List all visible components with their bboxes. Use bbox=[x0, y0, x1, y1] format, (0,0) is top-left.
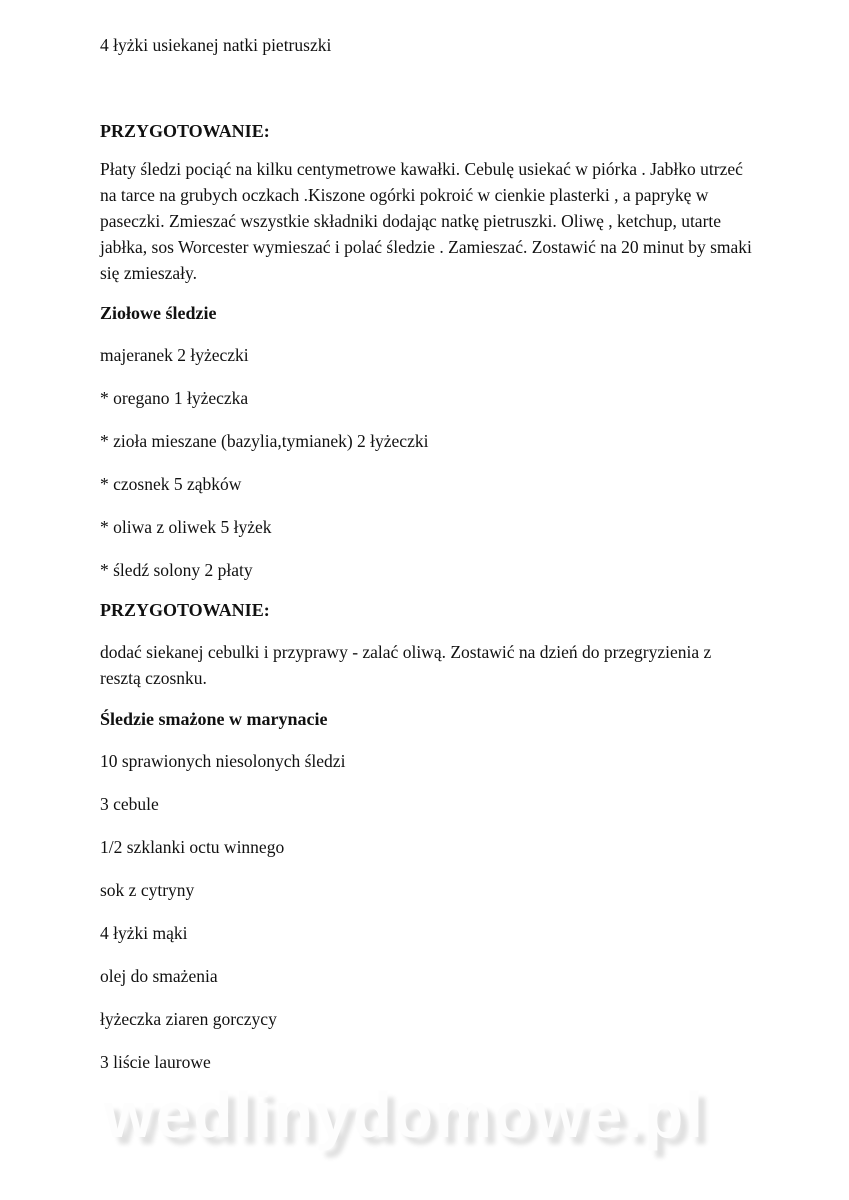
ingredient-line: 4 łyżki mąki bbox=[100, 923, 188, 943]
preparation-text-1: Płaty śledzi pociąć na kilku centymetrowe kawałki. Cebulę usiekać w piórka . Jabłko utrzeć na tarce na grubych oczkach .Kiszone ogórki pokroić w cienkie plasterki , a paprykę w paseczki. Zmieszać wszystkie składniki dodając natkę pietruszki. Oliwę , ketchup, utarte jabłka, sos Worcester wymieszać i polać śledzie . Zamieszać. Zostawić na 20 minut by smaki się zmieszały. bbox=[100, 159, 752, 283]
recipe-title-sledzie-smazone: Śledzie smażone w marynacie bbox=[100, 709, 328, 729]
ingredient-line: łyżeczka ziaren gorczycy bbox=[100, 1009, 277, 1029]
preparation-heading-2: PRZYGOTOWANIE: bbox=[100, 600, 270, 620]
ingredient-line: 10 sprawionych niesolonych śledzi bbox=[100, 751, 346, 771]
ingredient-line: * oregano 1 łyżeczka bbox=[100, 388, 249, 408]
ingredient-line: * czosnek 5 ząbków bbox=[100, 474, 242, 494]
ingredient-line: * oliwa z oliwek 5 łyżek bbox=[100, 517, 272, 537]
ingredient-line: 1/2 szklanki octu winnego bbox=[100, 837, 285, 857]
ingredient-line: majeranek 2 łyżeczki bbox=[100, 345, 249, 365]
ingredient-line: olej do smażenia bbox=[100, 966, 218, 986]
ingredient-line-parsley: 4 łyżki usiekanej natki pietruszki bbox=[100, 35, 332, 55]
ingredient-line: sok z cytryny bbox=[100, 880, 195, 900]
ingredient-line: * śledź solony 2 płaty bbox=[100, 560, 253, 580]
recipe-title-ziolowe-sledzie: Ziołowe śledzie bbox=[100, 303, 217, 323]
watermark-wedlinydomowe: wedlinydomowe.pl bbox=[104, 1079, 705, 1151]
ingredient-line: 3 cebule bbox=[100, 794, 159, 814]
ingredient-line: * zioła mieszane (bazylia,tymianek) 2 łyżeczki bbox=[100, 431, 429, 451]
ingredient-line: 3 liście laurowe bbox=[100, 1052, 211, 1072]
preparation-heading-1: PRZYGOTOWANIE: bbox=[100, 121, 270, 141]
recipe-document bbox=[100, 32, 752, 1092]
preparation-text-2: dodać siekanej cebulki i przyprawy - zalać oliwą. Zostawić na dzień do przegryzienia z resztą czosnku. bbox=[100, 642, 712, 688]
